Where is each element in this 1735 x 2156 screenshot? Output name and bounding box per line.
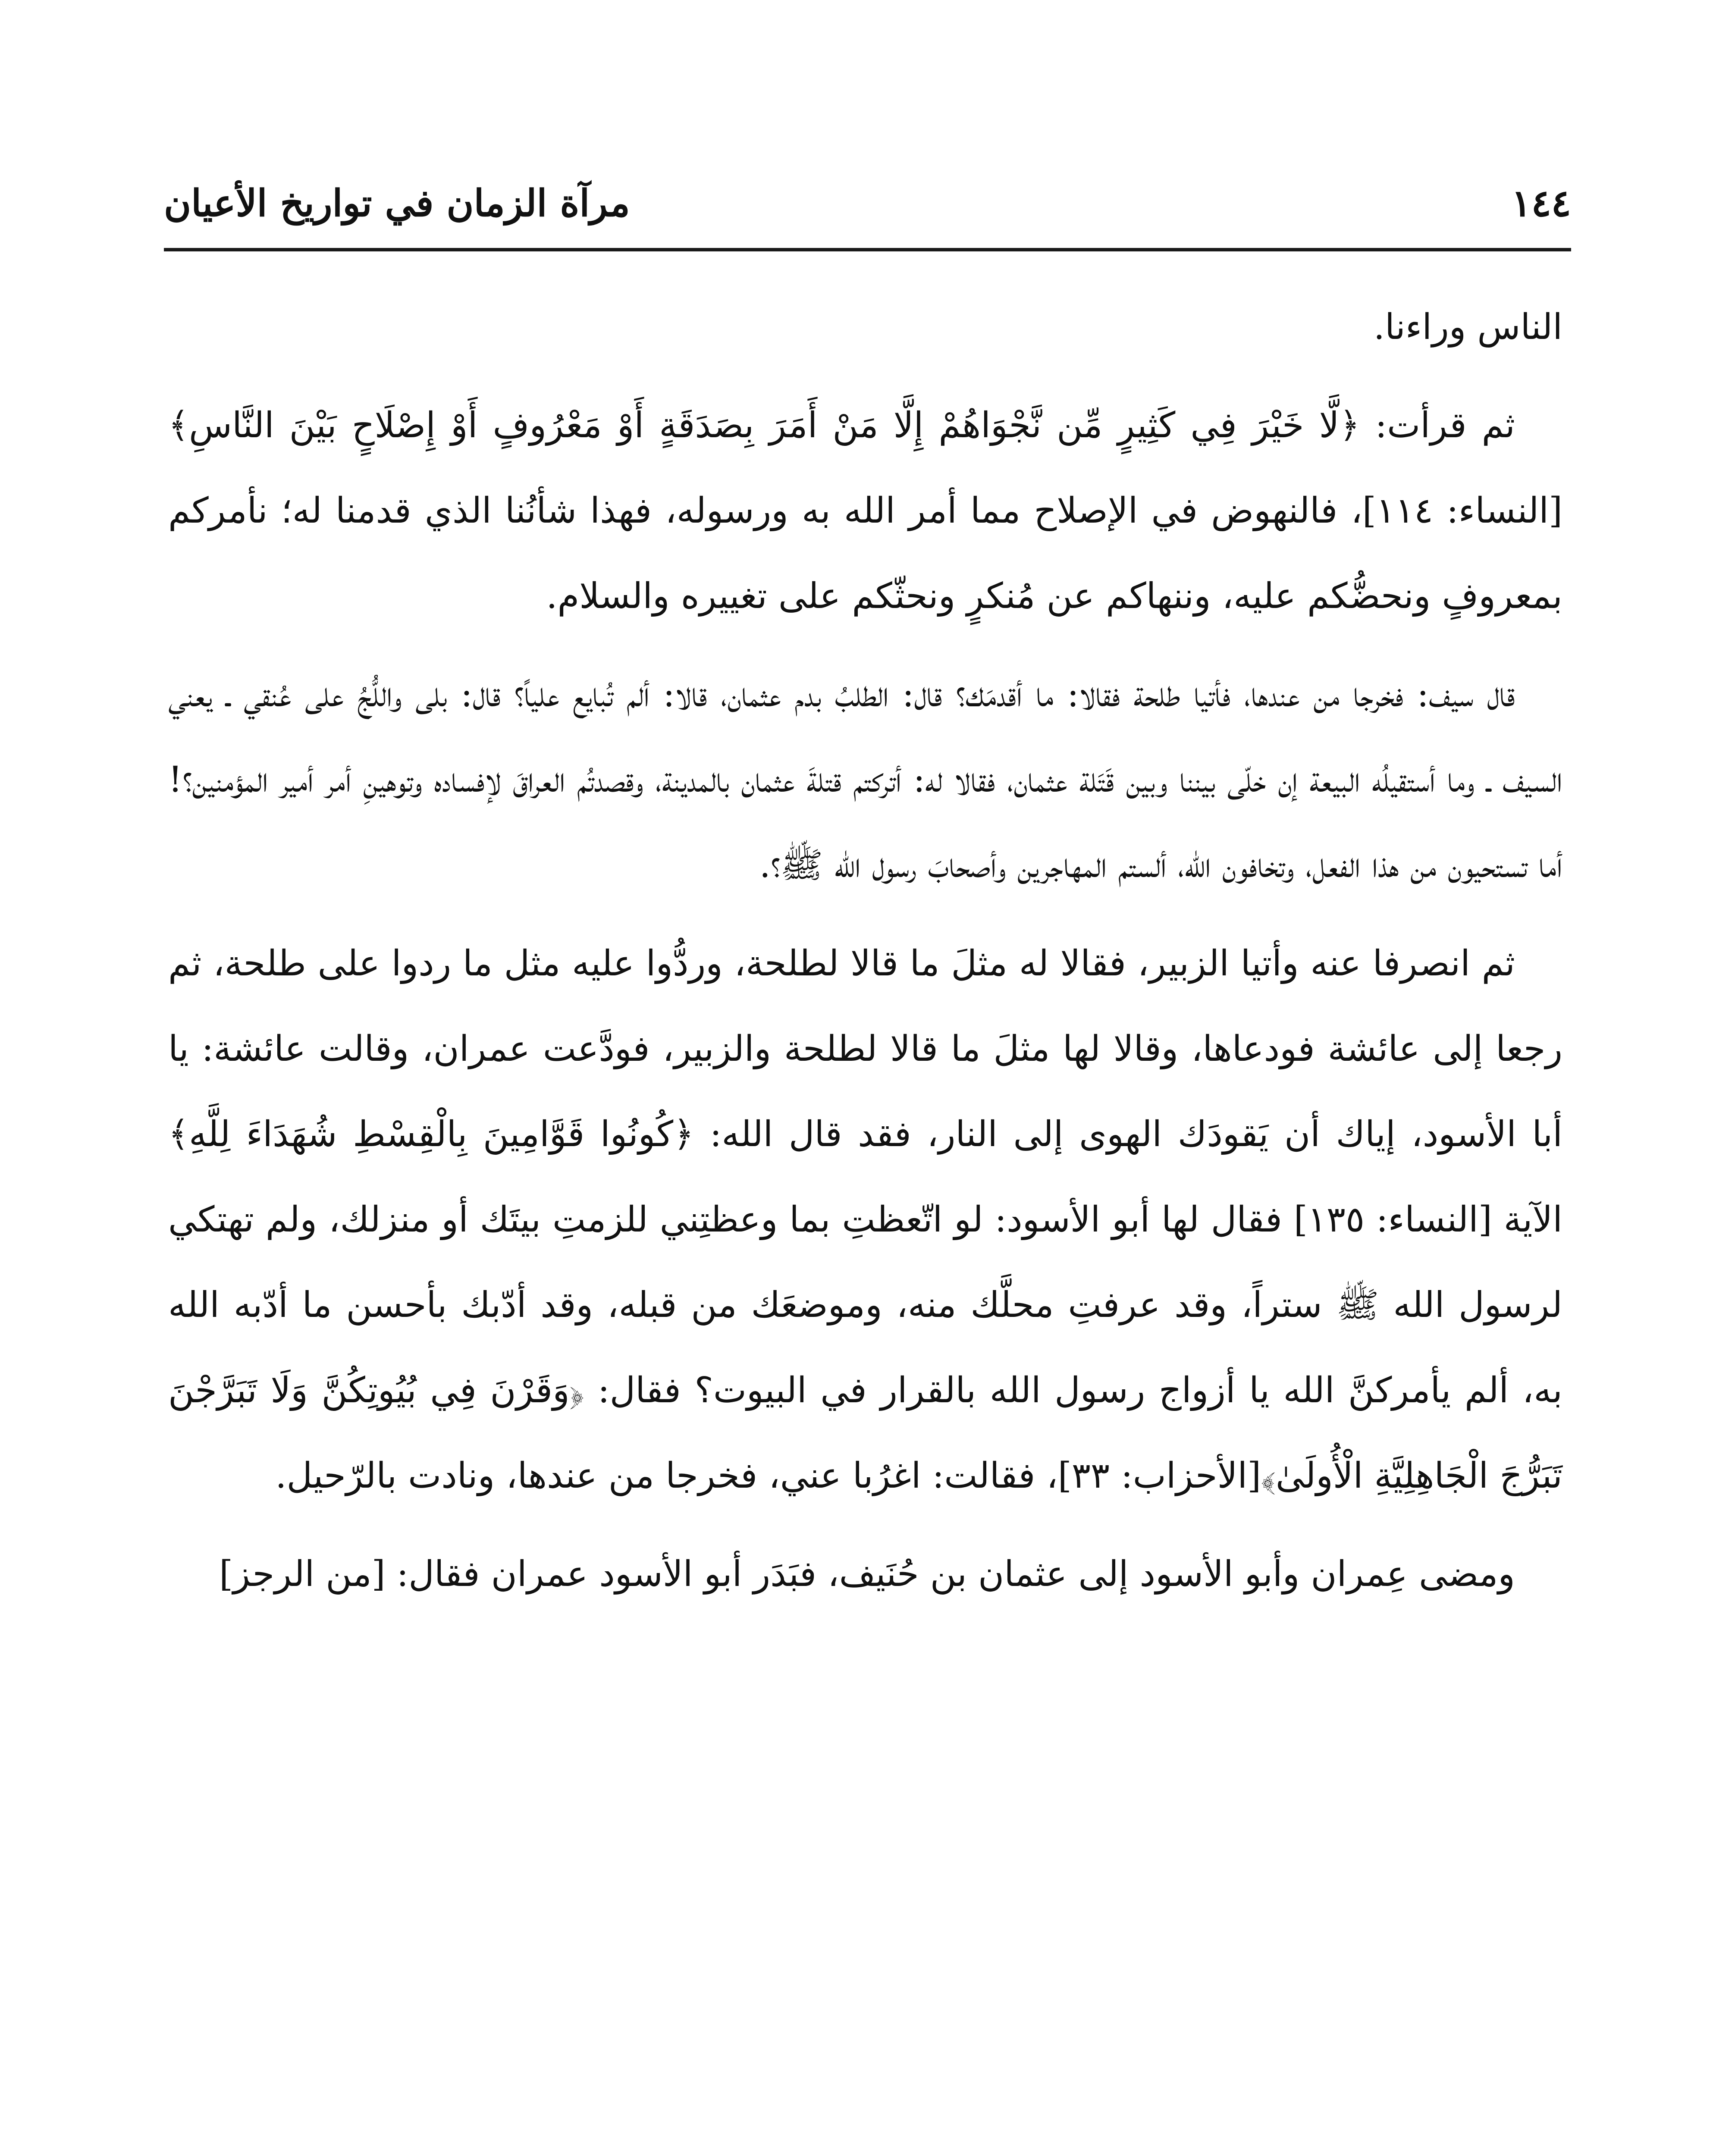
main-text xyxy=(168,285,1562,1630)
paragraph: قال سيف: فخرجا من عندها، فأتيا طلحة فقالا: ما أقدمَك؟ قال: الطلبُ بدم عثمان، قالا: ألم تُبايع علياً؟ قال: بلى واللُّجُ على عُنقي ـ يعني السيف ـ وما أستقيلُه البيعة إن خلّى بيننا وبين قَتَلة عثمان، فقالا له: أتركتم قتلةَ عثمان بالمدينة، وقصدتُم العراقَ لإفساده وتوهينِ أمر أمير المؤمنين؟! أما تستحيون من هذا الفعل، وتخافون الله، ألستم المهاجرين وأصحابَ رسول الله ﷺ؟. xyxy=(168,674,1562,886)
paragraph: الناس وراءنا. xyxy=(1373,307,1562,348)
paragraph: ثم انصرفا عنه وأتيا الزبير، فقالا له مثلَ ما قالا لطلحة، وردُّوا عليه مثل ما ردوا على طلحة، ثم رجعا إلى عائشة فودعاها، وقالا لها مثلَ ما قالا لطلحة والزبير، فودَّعت عمران، وقالت عائشة: يا أبا الأسود، إياك أن يَقودَك الهوى إلى النار، فقد قال الله: ﴿كُونُوا قَوَّامِينَ بِالْقِسْطِ شُهَدَاءَ لِلَّهِ﴾ الآية [النساء: ١٣٥] فقال لها أبو الأسود: لو اتّعظتِ بما وعظتِني للزمتِ بيتَك أو منزلك، ولم تهتكي لرسول الله ﷺ ستراً، وقد عرفتِ محلَّك منه، وموضعَك من قبله، وقد أدّبك بأحسن ما أدّبه الله به، ألم يأمركنَّ الله يا أزواج رسول الله بالقرار في البيوت؟ فقال: ﴿وَقَرْنَ فِي بُيُوتِكُنَّ وَلَا تَبَرَّجْنَ تَبَرُّجَ الْجَاهِلِيَّةِ الْأُولَىٰ﴾[الأحزاب: ٣٣]، فقالت: اغرُبا عني، فخرجا من عندها، ونادت بالرّحيل. xyxy=(168,943,1562,1496)
page-header xyxy=(164,155,1571,233)
paragraph: ثم قرأت: ﴿لَّا خَيْرَ فِي كَثِيرٍ مِّن نَّجْوَاهُمْ إِلَّا مَنْ أَمَرَ بِصَدَقَةٍ أَوْ مَعْرُوفٍ أَوْ إِصْلَاحٍ بَيْنَ النَّاسِ﴾[النساء: ١١٤]، فالنهوض في الإصلاح مما أمر الله به ورسوله، فهذا شأنُنا الذي قدمنا له؛ نأمركم بمعروفٍ ونحضُّكم عليه، وننهاكم عن مُنكرٍ ونحثّكم على تغييره والسلام. xyxy=(168,405,1562,617)
header-rule xyxy=(164,248,1571,251)
running-title: مرآة الزمان في تواريخ الأعيان xyxy=(164,182,630,225)
page-number: ١٤٤ xyxy=(1511,182,1571,225)
paragraph: ومضى عِمران وأبو الأسود إلى عثمان بن حُنَيف، فبَدَر أبو الأسود عمران فقال: [من الرجز] xyxy=(219,1554,1515,1595)
